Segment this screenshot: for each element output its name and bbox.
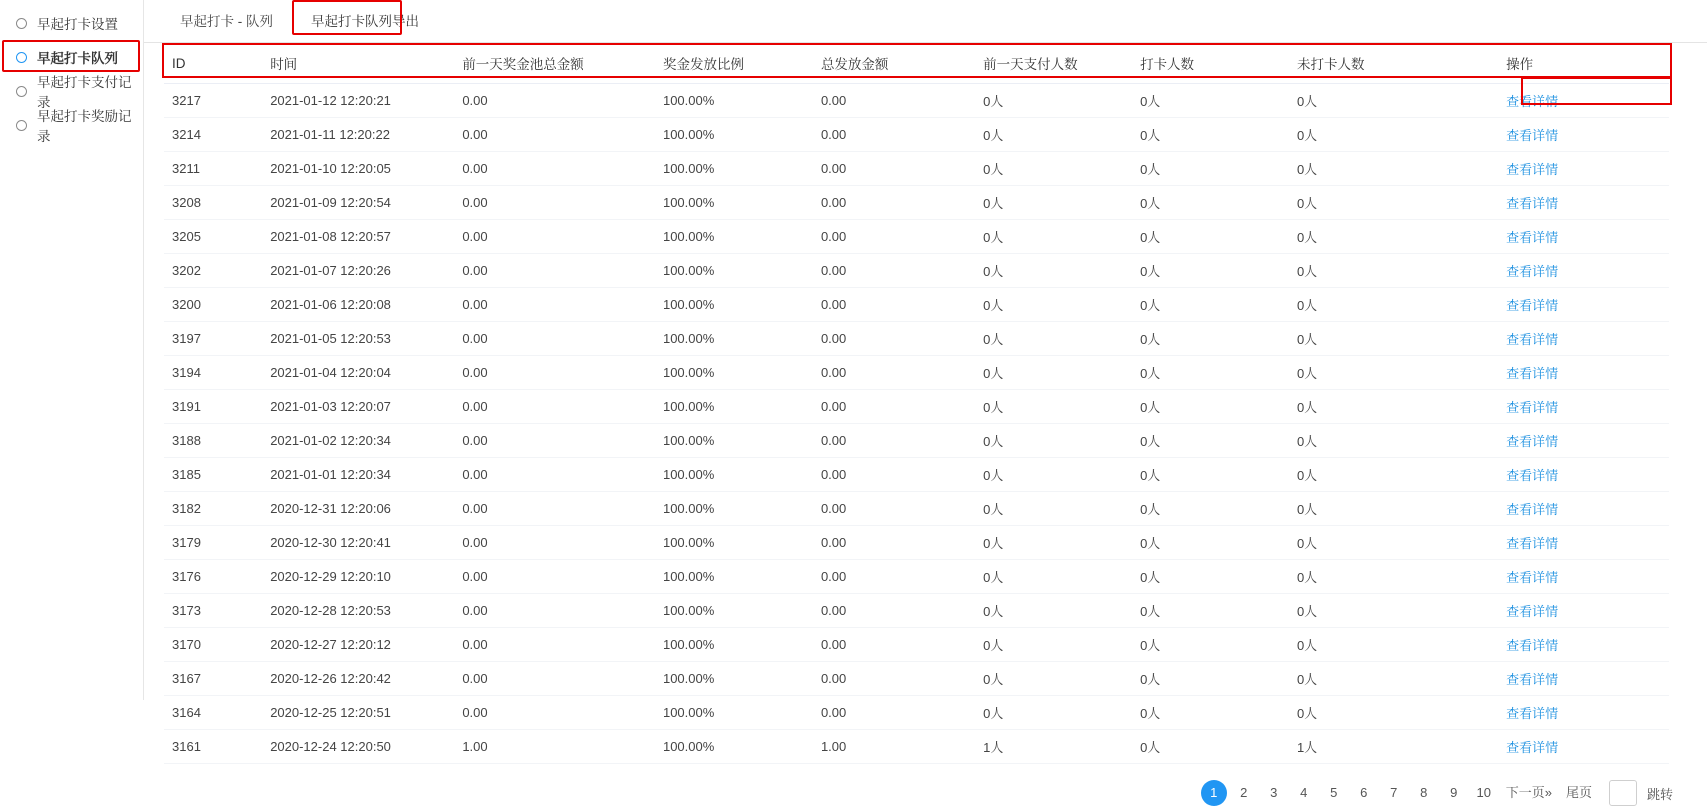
table-row: [164, 662, 1669, 696]
cell-id: 3197: [164, 322, 262, 356]
cell-actions: [1498, 492, 1669, 526]
cell-checkin-count: 0人: [1132, 594, 1289, 628]
cell-prev-day-payers: 0人: [975, 220, 1132, 254]
cell-no-checkin-count: 1人: [1289, 730, 1498, 764]
cell-actions: [1498, 526, 1669, 560]
radio-icon: [16, 18, 27, 29]
cell-id: 3164: [164, 696, 262, 730]
cell-checkin-count: 0人: [1132, 730, 1289, 764]
table-container: [144, 43, 1707, 764]
view-details-link[interactable]: 查看详情: [1506, 366, 1559, 381]
view-details-link[interactable]: 查看详情: [1506, 740, 1559, 755]
pagination: [144, 764, 1707, 806]
cell-payout-ratio: 100.00%: [655, 696, 813, 730]
tab-bar: [144, 0, 1707, 43]
cell-actions: [1498, 390, 1669, 424]
view-details-link[interactable]: 查看详情: [1506, 604, 1559, 619]
page-jump-input[interactable]: [1609, 780, 1637, 806]
cell-total-payout: 0.00: [813, 288, 975, 322]
table-row: [164, 84, 1669, 118]
cell-prev-day-payers: 0人: [975, 356, 1132, 390]
cell-no-checkin-count: 0人: [1289, 492, 1498, 526]
view-details-link[interactable]: 查看详情: [1506, 638, 1559, 653]
cell-total-payout: 0.00: [813, 458, 975, 492]
cell-id: 3214: [164, 118, 262, 152]
cell-prev-day-payers: 0人: [975, 84, 1132, 118]
cell-actions: [1498, 322, 1669, 356]
sidebar-item-checkin-queue[interactable]: [0, 40, 143, 74]
cell-checkin-count: 0人: [1132, 662, 1289, 696]
cell-total-payout: 0.00: [813, 220, 975, 254]
cell-time: 2020-12-24 12:20:50: [262, 730, 454, 764]
cell-prev-day-pool: 0.00: [454, 84, 655, 118]
cell-id: 3211: [164, 152, 262, 186]
cell-id: 3217: [164, 84, 262, 118]
cell-prev-day-payers: 0人: [975, 492, 1132, 526]
cell-no-checkin-count: 0人: [1289, 220, 1498, 254]
sidebar-item-label: 早起打卡队列: [37, 51, 118, 66]
cell-prev-day-payers: 0人: [975, 458, 1132, 492]
cell-actions: [1498, 356, 1669, 390]
cell-actions: [1498, 662, 1669, 696]
cell-checkin-count: 0人: [1132, 186, 1289, 220]
cell-total-payout: 0.00: [813, 152, 975, 186]
page-button-1[interactable]: 1: [1201, 780, 1227, 806]
cell-prev-day-pool: 0.00: [454, 628, 655, 662]
main-content: [144, 0, 1707, 802]
cell-id: 3200: [164, 288, 262, 322]
cell-prev-day-payers: 0人: [975, 526, 1132, 560]
table-row: [164, 628, 1669, 662]
table-row: [164, 594, 1669, 628]
radio-icon: [16, 52, 27, 63]
cell-prev-day-pool: 0.00: [454, 288, 655, 322]
table-row: [164, 458, 1669, 492]
cell-checkin-count: 0人: [1132, 152, 1289, 186]
column-header-time: 时间: [262, 43, 454, 84]
table-row: [164, 322, 1669, 356]
table-row: [164, 220, 1669, 254]
cell-prev-day-payers: 0人: [975, 662, 1132, 696]
cell-actions: [1498, 220, 1669, 254]
cell-no-checkin-count: 0人: [1289, 118, 1498, 152]
cell-id: 3176: [164, 560, 262, 594]
cell-payout-ratio: 100.00%: [655, 254, 813, 288]
cell-id: 3170: [164, 628, 262, 662]
cell-time: 2020-12-26 12:20:42: [262, 662, 454, 696]
tab-checkin-queue[interactable]: 早起打卡 - 队列: [180, 14, 273, 29]
cell-prev-day-payers: 0人: [975, 152, 1132, 186]
cell-prev-day-pool: 0.00: [454, 424, 655, 458]
cell-total-payout: 0.00: [813, 662, 975, 696]
cell-actions: [1498, 628, 1669, 662]
cell-no-checkin-count: 0人: [1289, 356, 1498, 390]
cell-checkin-count: 0人: [1132, 288, 1289, 322]
sidebar-item-reward-records[interactable]: [0, 108, 143, 142]
cell-total-payout: 0.00: [813, 492, 975, 526]
table-row: [164, 492, 1669, 526]
cell-actions: [1498, 696, 1669, 730]
cell-id: 3194: [164, 356, 262, 390]
cell-time: 2021-01-04 12:20:04: [262, 356, 454, 390]
cell-prev-day-payers: 0人: [975, 254, 1132, 288]
cell-total-payout: 0.00: [813, 356, 975, 390]
table-header-row: [164, 43, 1669, 84]
cell-prev-day-payers: 0人: [975, 696, 1132, 730]
view-details-link[interactable]: 查看详情: [1506, 536, 1559, 551]
cell-checkin-count: 0人: [1132, 696, 1289, 730]
cell-id: 3202: [164, 254, 262, 288]
cell-no-checkin-count: 0人: [1289, 152, 1498, 186]
cell-id: 3179: [164, 526, 262, 560]
page-button-3[interactable]: 3: [1270, 785, 1278, 800]
cell-prev-day-pool: 0.00: [454, 696, 655, 730]
cell-no-checkin-count: 0人: [1289, 254, 1498, 288]
cell-checkin-count: 0人: [1132, 560, 1289, 594]
cell-prev-day-payers: 0人: [975, 322, 1132, 356]
radio-icon: [16, 86, 27, 97]
sidebar-item-label: 早起打卡设置: [37, 17, 118, 32]
cell-no-checkin-count: 0人: [1289, 390, 1498, 424]
cell-time: 2021-01-02 12:20:34: [262, 424, 454, 458]
view-details-link[interactable]: 查看详情: [1506, 434, 1559, 449]
cell-payout-ratio: 100.00%: [655, 356, 813, 390]
cell-time: 2020-12-30 12:20:41: [262, 526, 454, 560]
radio-icon: [16, 120, 27, 131]
cell-prev-day-payers: 0人: [975, 186, 1132, 220]
cell-time: 2021-01-10 12:20:05: [262, 152, 454, 186]
cell-checkin-count: 0人: [1132, 356, 1289, 390]
cell-no-checkin-count: 0人: [1289, 186, 1498, 220]
cell-no-checkin-count: 0人: [1289, 526, 1498, 560]
cell-id: 3188: [164, 424, 262, 458]
cell-checkin-count: 0人: [1132, 424, 1289, 458]
cell-time: 2021-01-03 12:20:07: [262, 390, 454, 424]
cell-actions: [1498, 152, 1669, 186]
cell-prev-day-pool: 0.00: [454, 458, 655, 492]
cell-payout-ratio: 100.00%: [655, 560, 813, 594]
view-details-link[interactable]: 查看详情: [1506, 672, 1559, 687]
cell-payout-ratio: 100.00%: [655, 458, 813, 492]
cell-actions: [1498, 84, 1669, 118]
cell-time: 2021-01-12 12:20:21: [262, 84, 454, 118]
cell-time: 2021-01-09 12:20:54: [262, 186, 454, 220]
table-row: [164, 424, 1669, 458]
table-row: [164, 560, 1669, 594]
cell-prev-day-payers: 0人: [975, 594, 1132, 628]
cell-time: 2021-01-08 12:20:57: [262, 220, 454, 254]
cell-id: 3182: [164, 492, 262, 526]
sidebar-item-checkin-settings[interactable]: [0, 6, 143, 40]
next-page-button[interactable]: 下一页»: [1505, 785, 1552, 800]
cell-checkin-count: 0人: [1132, 628, 1289, 662]
page-button-4[interactable]: 4: [1300, 785, 1308, 800]
cell-actions: [1498, 254, 1669, 288]
view-details-link[interactable]: 查看详情: [1506, 570, 1559, 585]
cell-no-checkin-count: 0人: [1289, 288, 1498, 322]
cell-checkin-count: 0人: [1132, 220, 1289, 254]
table-row: [164, 526, 1669, 560]
table-row: [164, 254, 1669, 288]
cell-id: 3191: [164, 390, 262, 424]
page-button-7[interactable]: 7: [1390, 785, 1398, 800]
cell-checkin-count: 0人: [1132, 118, 1289, 152]
cell-prev-day-pool: 0.00: [454, 390, 655, 424]
column-header-prev-day-pool: 前一天奖金池总金额: [454, 43, 655, 84]
cell-total-payout: 0.00: [813, 322, 975, 356]
cell-time: 2020-12-27 12:20:12: [262, 628, 454, 662]
view-details-link[interactable]: 查看详情: [1506, 94, 1559, 109]
sidebar: [0, 0, 144, 700]
cell-time: 2020-12-25 12:20:51: [262, 696, 454, 730]
table-row: [164, 152, 1669, 186]
cell-prev-day-payers: 0人: [975, 288, 1132, 322]
cell-actions: [1498, 458, 1669, 492]
cell-payout-ratio: 100.00%: [655, 594, 813, 628]
cell-prev-day-pool: 0.00: [454, 118, 655, 152]
cell-time: 2021-01-01 12:20:34: [262, 458, 454, 492]
cell-prev-day-payers: 0人: [975, 118, 1132, 152]
cell-no-checkin-count: 0人: [1289, 560, 1498, 594]
view-details-link[interactable]: 查看详情: [1506, 706, 1559, 721]
cell-total-payout: 0.00: [813, 390, 975, 424]
cell-payout-ratio: 100.00%: [655, 322, 813, 356]
cell-payout-ratio: 100.00%: [655, 186, 813, 220]
cell-total-payout: 0.00: [813, 594, 975, 628]
cell-actions: [1498, 560, 1669, 594]
page-button-5[interactable]: 5: [1330, 785, 1338, 800]
cell-id: 3173: [164, 594, 262, 628]
cell-total-payout: 0.00: [813, 424, 975, 458]
last-page-button[interactable]: 尾页: [1565, 785, 1592, 800]
page-button-10[interactable]: 10: [1476, 785, 1491, 800]
cell-payout-ratio: 100.00%: [655, 220, 813, 254]
cell-time: 2021-01-11 12:20:22: [262, 118, 454, 152]
page-button-8[interactable]: 8: [1420, 785, 1428, 800]
view-details-link[interactable]: 查看详情: [1506, 128, 1559, 143]
column-header-actions: 操作: [1498, 43, 1669, 84]
sidebar-item-payment-records[interactable]: [0, 74, 143, 108]
cell-prev-day-pool: 0.00: [454, 526, 655, 560]
cell-checkin-count: 0人: [1132, 254, 1289, 288]
view-details-link[interactable]: 查看详情: [1506, 400, 1559, 415]
cell-time: 2021-01-05 12:20:53: [262, 322, 454, 356]
sidebar-item-label: 早起打卡支付记录: [37, 75, 132, 110]
cell-id: 3205: [164, 220, 262, 254]
cell-time: 2021-01-07 12:20:26: [262, 254, 454, 288]
table-row: [164, 730, 1669, 764]
cell-checkin-count: 0人: [1132, 526, 1289, 560]
cell-no-checkin-count: 0人: [1289, 628, 1498, 662]
column-header-total-payout: 总发放金额: [813, 43, 975, 84]
cell-actions: [1498, 186, 1669, 220]
view-details-link[interactable]: 查看详情: [1506, 230, 1559, 245]
cell-prev-day-pool: 0.00: [454, 356, 655, 390]
cell-no-checkin-count: 0人: [1289, 424, 1498, 458]
cell-prev-day-pool: 0.00: [454, 186, 655, 220]
cell-payout-ratio: 100.00%: [655, 84, 813, 118]
cell-total-payout: 0.00: [813, 696, 975, 730]
table-row: [164, 186, 1669, 220]
column-header-prev-day-payers: 前一天支付人数: [975, 43, 1132, 84]
cell-id: 3185: [164, 458, 262, 492]
cell-total-payout: 0.00: [813, 186, 975, 220]
sidebar-item-label: 早起打卡奖励记录: [37, 109, 132, 144]
cell-no-checkin-count: 0人: [1289, 696, 1498, 730]
view-details-link[interactable]: 查看详情: [1506, 298, 1559, 313]
cell-time: 2020-12-31 12:20:06: [262, 492, 454, 526]
cell-total-payout: 0.00: [813, 560, 975, 594]
cell-checkin-count: 0人: [1132, 84, 1289, 118]
page-button-9[interactable]: 9: [1450, 785, 1458, 800]
tab-checkin-queue-export[interactable]: 早起打卡队列导出: [311, 14, 419, 29]
cell-prev-day-pool: 0.00: [454, 322, 655, 356]
cell-prev-day-payers: 0人: [975, 390, 1132, 424]
table-row: [164, 356, 1669, 390]
view-details-link[interactable]: 查看详情: [1506, 264, 1559, 279]
cell-checkin-count: 0人: [1132, 390, 1289, 424]
cell-actions: [1498, 424, 1669, 458]
cell-no-checkin-count: 0人: [1289, 458, 1498, 492]
cell-id: 3161: [164, 730, 262, 764]
column-header-id: ID: [164, 43, 262, 84]
column-header-payout-ratio: 奖金发放比例: [655, 43, 813, 84]
cell-checkin-count: 0人: [1132, 322, 1289, 356]
cell-payout-ratio: 100.00%: [655, 662, 813, 696]
cell-checkin-count: 0人: [1132, 492, 1289, 526]
cell-payout-ratio: 100.00%: [655, 424, 813, 458]
cell-no-checkin-count: 0人: [1289, 662, 1498, 696]
cell-total-payout: 0.00: [813, 526, 975, 560]
cell-id: 3208: [164, 186, 262, 220]
cell-no-checkin-count: 0人: [1289, 84, 1498, 118]
cell-time: 2021-01-06 12:20:08: [262, 288, 454, 322]
column-header-no-checkin-count: 未打卡人数: [1289, 43, 1498, 84]
table-row: [164, 696, 1669, 730]
cell-total-payout: 0.00: [813, 118, 975, 152]
cell-payout-ratio: 100.00%: [655, 730, 813, 764]
cell-prev-day-pool: 0.00: [454, 560, 655, 594]
cell-prev-day-pool: 1.00: [454, 730, 655, 764]
cell-payout-ratio: 100.00%: [655, 526, 813, 560]
cell-actions: [1498, 594, 1669, 628]
cell-payout-ratio: 100.00%: [655, 492, 813, 526]
page-button-6[interactable]: 6: [1360, 785, 1368, 800]
cell-checkin-count: 0人: [1132, 458, 1289, 492]
cell-total-payout: 1.00: [813, 730, 975, 764]
table-row: [164, 288, 1669, 322]
cell-prev-day-pool: 0.00: [454, 492, 655, 526]
cell-payout-ratio: 100.00%: [655, 390, 813, 424]
cell-prev-day-payers: 0人: [975, 628, 1132, 662]
cell-prev-day-pool: 0.00: [454, 220, 655, 254]
cell-prev-day-pool: 0.00: [454, 594, 655, 628]
cell-prev-day-pool: 0.00: [454, 152, 655, 186]
cell-actions: [1498, 730, 1669, 764]
cell-payout-ratio: 100.00%: [655, 288, 813, 322]
table-row: [164, 390, 1669, 424]
table-body: [164, 84, 1669, 764]
page-button-2[interactable]: 2: [1240, 785, 1248, 800]
cell-prev-day-pool: 0.00: [454, 662, 655, 696]
cell-prev-day-pool: 0.00: [454, 254, 655, 288]
view-details-link[interactable]: 查看详情: [1506, 468, 1559, 483]
cell-time: 2020-12-28 12:20:53: [262, 594, 454, 628]
page-jump-button[interactable]: 跳转: [1646, 786, 1673, 802]
cell-no-checkin-count: 0人: [1289, 322, 1498, 356]
cell-prev-day-payers: 1人: [975, 730, 1132, 764]
cell-prev-day-payers: 0人: [975, 560, 1132, 594]
view-details-link[interactable]: 查看详情: [1506, 502, 1559, 517]
column-header-checkin-count: 打卡人数: [1132, 43, 1289, 84]
cell-total-payout: 0.00: [813, 254, 975, 288]
cell-id: 3167: [164, 662, 262, 696]
cell-prev-day-payers: 0人: [975, 424, 1132, 458]
view-details-link[interactable]: 查看详情: [1506, 332, 1559, 347]
cell-time: 2020-12-29 12:20:10: [262, 560, 454, 594]
cell-payout-ratio: 100.00%: [655, 628, 813, 662]
view-details-link[interactable]: 查看详情: [1506, 162, 1559, 177]
cell-payout-ratio: 100.00%: [655, 118, 813, 152]
queue-table: [164, 43, 1669, 764]
cell-payout-ratio: 100.00%: [655, 152, 813, 186]
cell-actions: [1498, 118, 1669, 152]
table-row: [164, 118, 1669, 152]
view-details-link[interactable]: 查看详情: [1506, 196, 1559, 211]
cell-no-checkin-count: 0人: [1289, 594, 1498, 628]
cell-total-payout: 0.00: [813, 628, 975, 662]
cell-total-payout: 0.00: [813, 84, 975, 118]
cell-actions: [1498, 288, 1669, 322]
